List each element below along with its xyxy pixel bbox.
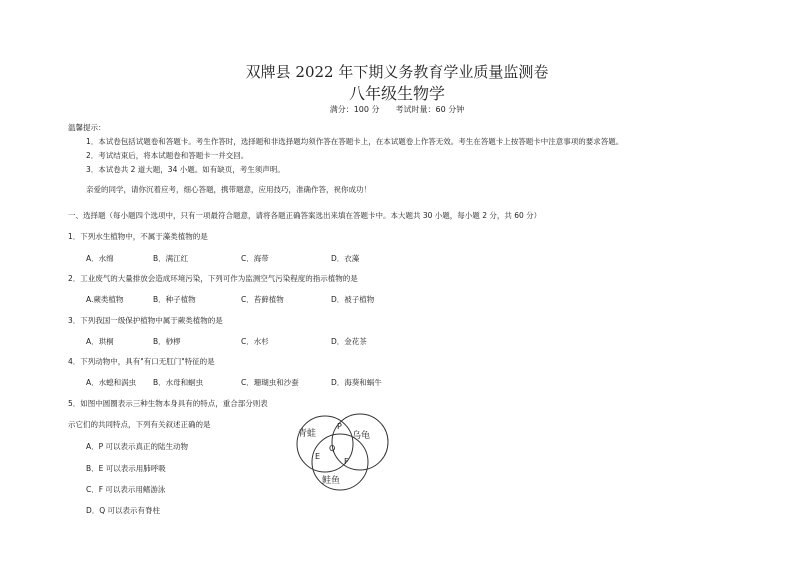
question-1-stem: 1．下列水生植物中，不属于藻类植物的是 xyxy=(68,232,208,241)
venn-region-f: F xyxy=(344,457,349,466)
q5-option-a: A．P 可以表示真正的陆生动物 xyxy=(86,442,189,451)
exam-title: 双牌县 2022 年下期义务教育学业质量监测卷 xyxy=(245,63,549,81)
q1-option-b: B．满江红 xyxy=(153,254,189,263)
notice-item-1: 1．本试卷包括试题卷和答题卡。考生作答时，选择题和非选择题均须作答在答题卡上，在本试题卷上作答无效。考生在答题卡上按答题卡中注意事项的要求答题。 xyxy=(86,137,624,146)
venn-region-q: Q xyxy=(329,444,336,453)
notice-heading: 温馨提示： xyxy=(68,123,106,132)
q5-option-c: C．F 可以表示用鳍游泳 xyxy=(86,485,166,494)
q4-option-c: C．珊瑚虫和沙蚕 xyxy=(241,378,299,387)
venn-label-turtle: 乌龟 xyxy=(352,431,371,441)
section-heading: 一、选择题（每小题四个选项中，只有一项最符合题意，请将各题正确答案选出来填在答题卡中。本大题共 30 小题，每小题 2 分，共 60 分） xyxy=(68,211,542,220)
q1-option-a: A．水绵 xyxy=(86,254,114,263)
notice-greeting: 亲爱的同学，请你沉着应考，细心答题，携带题意，应用技巧，准确作答，祝你成功！ xyxy=(86,185,371,194)
question-5-stem-line1: 5．如图中圆圈表示三种生物本身具有的特点，重合部分则表 xyxy=(68,399,268,408)
q4-option-d: D．海葵和蜗牛 xyxy=(331,378,382,387)
venn-diagram xyxy=(282,410,402,495)
q1-option-c: C．海带 xyxy=(241,254,269,263)
question-3-stem: 3．下列我国一级保护植物中属于蕨类植物的是 xyxy=(68,316,223,325)
q3-option-d: D．金花茶 xyxy=(331,337,367,346)
notice-item-2: 2．考试结束后，将本试题卷和答题卡一并交回。 xyxy=(86,151,249,160)
venn-label-salmon: 鲑鱼 xyxy=(322,476,341,486)
q3-option-b: B．桫椤 xyxy=(153,337,181,346)
q4-option-b: B．水母和蛔虫 xyxy=(153,378,204,387)
question-5-stem-line2: 示它们的共同特点，下列有关叙述正确的是 xyxy=(68,420,211,429)
q2-option-b: B．种子植物 xyxy=(153,295,196,304)
q5-option-d: D．Q 可以表示有脊柱 xyxy=(86,506,161,515)
q2-option-a: A.蕨类植物 xyxy=(86,295,124,304)
question-2-stem: 2．工业废气的大量排放会造成环境污染，下列可作为监测空气污染程度的指示植物的是 xyxy=(68,274,358,283)
q2-option-c: C．苔藓植物 xyxy=(241,295,284,304)
venn-label-frog: 青蛙 xyxy=(298,429,317,439)
q2-option-d: D．被子植物 xyxy=(331,295,375,304)
exam-meta: 满分：100 分 考试时量：60 分钟 xyxy=(329,105,465,114)
notice-item-3: 3．本试卷共 2 道大题，34 小题。如有缺页，考生须声明。 xyxy=(86,165,285,174)
venn-region-p: P xyxy=(337,422,342,431)
question-4-stem: 4．下列动物中，具有"有口无肛门"特征的是 xyxy=(68,357,215,366)
venn-region-e: E xyxy=(315,452,321,461)
exam-subject: 八年级生物学 xyxy=(348,84,445,103)
q4-option-a: A．水螅和涡虫 xyxy=(86,378,137,387)
q1-option-d: D．衣藻 xyxy=(331,254,360,263)
q3-option-c: C．水杉 xyxy=(241,337,269,346)
q3-option-a: A．珙桐 xyxy=(86,337,114,346)
q5-option-b: B．E 可以表示用肺呼吸 xyxy=(86,464,166,473)
